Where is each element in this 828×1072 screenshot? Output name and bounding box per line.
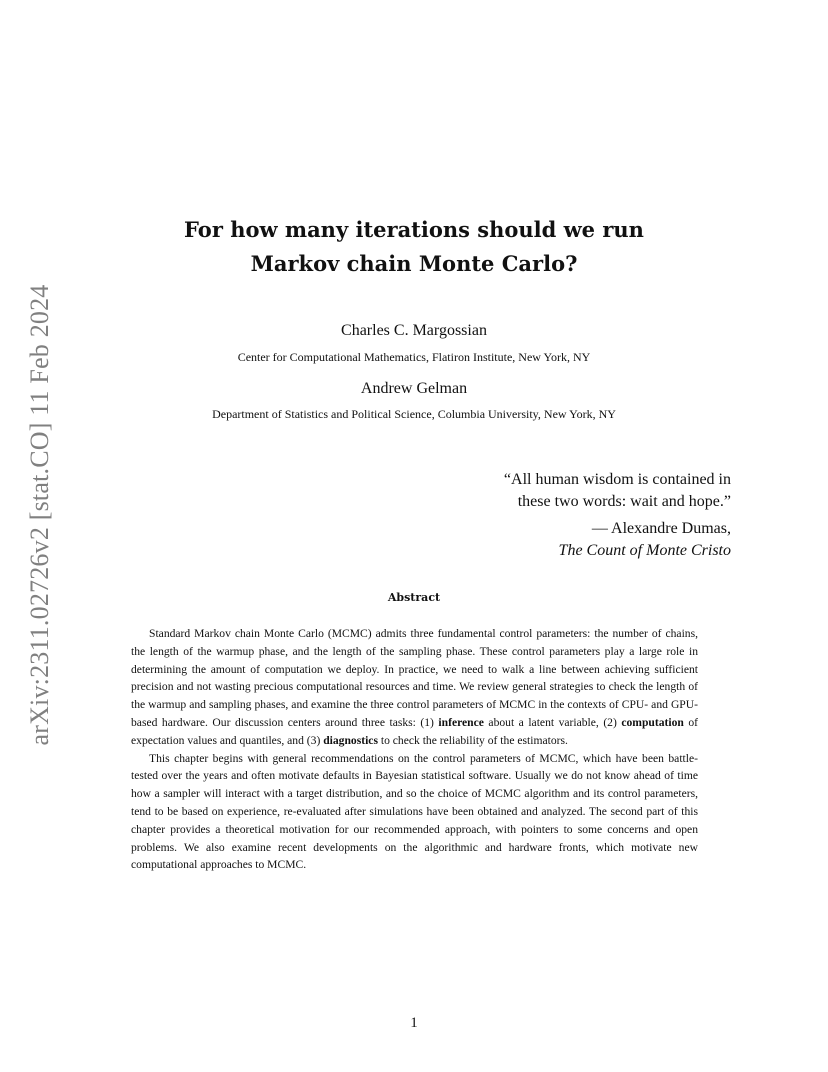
arxiv-identifier: arXiv:2311.02726v2 [stat.CO] 11 Feb 2024	[25, 284, 54, 746]
author-name-2: Andrew Gelman	[360, 380, 468, 397]
author-affiliation-2: Department of Statistics and Political Science, Columbia University, New York, NY	[212, 407, 616, 421]
abstract-text: to check the reliability of the estimators.	[377, 733, 568, 747]
abstract-text: about a latent variable, (2)	[483, 715, 622, 729]
page-number: 1	[410, 1015, 418, 1031]
abstract-keyword-diagnostics: diagnostics	[323, 733, 378, 747]
epigraph-quote-line-2: these two words: wait and hope.”	[517, 493, 731, 510]
abstract-text: Standard Markov chain Monte Carlo (MCMC) admits three fundamental control parameters: the number of chains, the length of the warmup phase, and the length of the sampling phase. These control parameters play a large role in determining the amount of computation we deploy. In practice, we need to walk a line between achieving sufficient precision and not wasting precious computational resources and time. We review general strategies to check the length of the warmup and sampling phases, and examine the three control parameters of MCMC in the contexts of CPU- and GPU-based hardware. Our discussion centers around three tasks: (1)	[131, 627, 698, 729]
abstract-keyword-computation: computation	[621, 715, 684, 729]
title-line-1: For how many iterations should we run	[184, 217, 644, 242]
paper-title	[130, 213, 698, 281]
abstract-body	[131, 625, 698, 874]
abstract-keyword-inference: inference	[438, 715, 484, 729]
abstract-text: of expectation values and quantiles, and (3)	[131, 715, 699, 747]
abstract-heading: Abstract	[387, 591, 441, 604]
epigraph-author: — Alexandre Dumas,	[591, 520, 731, 537]
epigraph-quote-line-1: “All human wisdom is contained in	[503, 471, 731, 488]
epigraph	[504, 469, 731, 562]
abstract-paragraph-2: This chapter begins with general recommendations on the control parameters of MCMC, which have been battle-tested over the years and often motivate defaults in Bayesian statistical software. Usually we do not know ahead of time how a sampler will interact with a target distribution, and so the choice of MCMC algorithm and its control parameters, tend to be based on experience, re-evaluated after simulations have been obtained and analyzed. The second part of this chapter provides a theoretical motivation for our recommended approach, with pointers to some concerns and open problems. We also examine recent developments on the algorithmic and hardware fronts, which motivate new computational approaches to MCMC.	[131, 751, 698, 872]
title-line-2: Markov chain Monte Carlo?	[250, 251, 578, 276]
author-affiliation-1: Center for Computational Mathematics, Flatiron Institute, New York, NY	[237, 350, 591, 364]
epigraph-source: The Count of Monte Cristo	[558, 542, 731, 559]
abstract-paragraph-1	[131, 625, 698, 750]
author-name-1: Charles C. Margossian	[341, 322, 487, 339]
